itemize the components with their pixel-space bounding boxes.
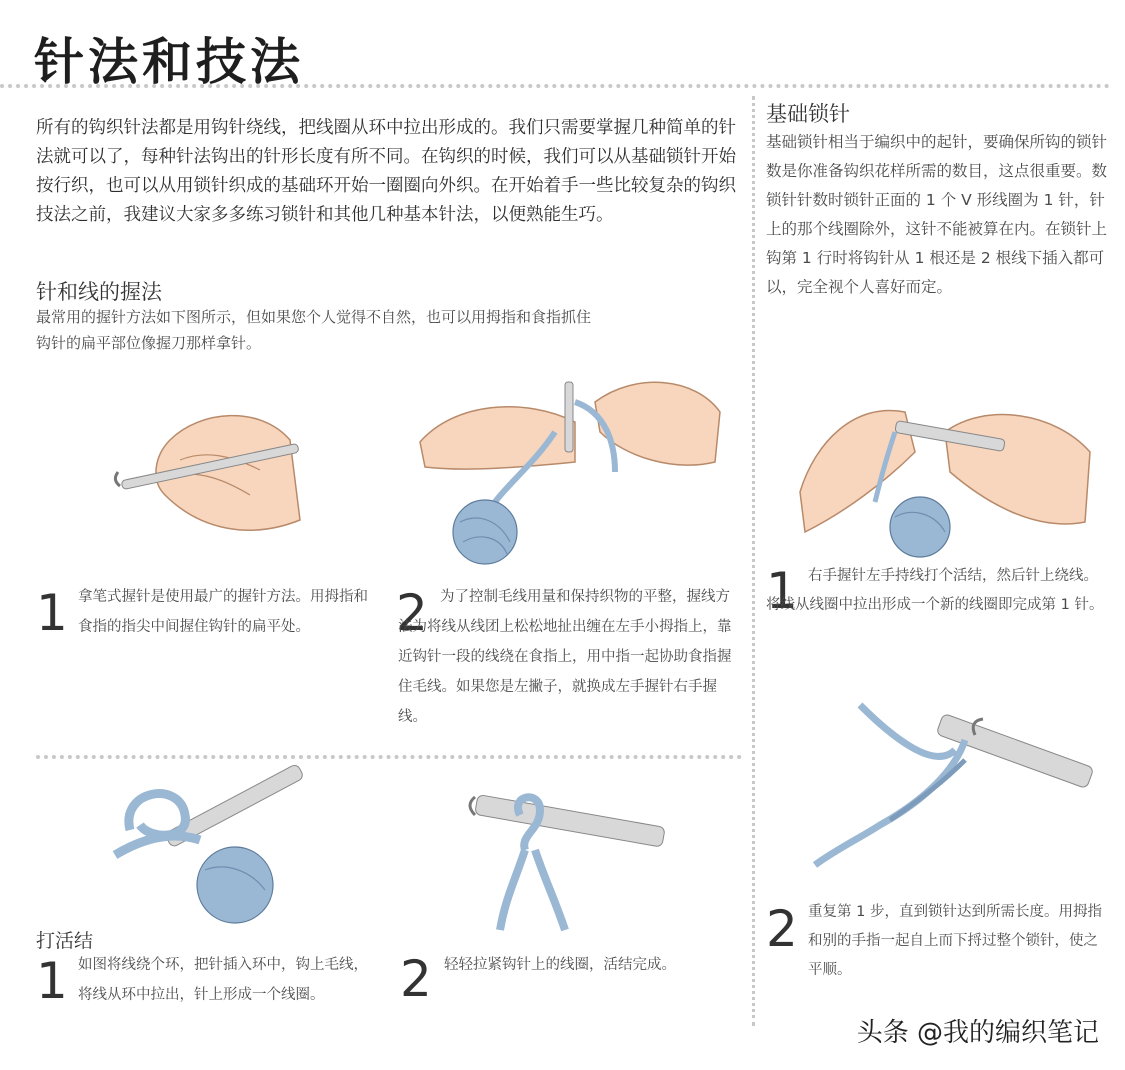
holding-step-1-text: 拿笔式握针是使用最广的握针方法。用拇指和食指的指尖中间握住钩针的扁平处。: [78, 589, 368, 635]
slipknot-step2-illustration: [465, 770, 665, 935]
chain-step2-illustration: [805, 700, 1095, 870]
slipknot-heading: 打活结: [36, 930, 94, 952]
section-divider: [36, 755, 742, 759]
yarn-hold-illustration: [415, 372, 725, 572]
pencil-grip-illustration: [110, 400, 310, 550]
title-divider: [0, 84, 1110, 88]
intro-paragraph: 所有的钩织针法都是用钩针绕线，把线圈从环中拉出形成的。我们只需要掌握几种简单的针法就可以了，每种针法钩出的针形长度有所不同。在钩织的时候，我们可以从基础锁针开始按行织，也可以从用锁针织成的基础环开始一圈圈向外织。在开始着手一些比较复杂的钩织技法之前，我建议大家多多练习锁针和其他几种基本针法，以便熟能生巧。: [36, 118, 736, 225]
chain-step-2-text: 重复第 1 步，直到锁针达到所需长度。用拇指和别的手指一起自上而下捋过整个锁针，使之平顺。: [808, 904, 1102, 978]
chain-step-2-number: 2: [766, 900, 798, 958]
holding-step-2-number: 2: [396, 584, 428, 642]
slipknot-step-1-text: 如图将线绕个环，把针插入环中，钩上毛线，将线从环中拉出，针上形成一个线圈。: [78, 957, 368, 1003]
chain-step-1-number: 1: [766, 562, 798, 620]
holding-step-2-text: 为了控制毛线用量和保持织物的平整，握线方法为将线从线团上松松地扯出缠在左手小拇指上，靠近钩针一段的线绕在食指上，用中指一起协助食指握住毛线。如果您是左撇子，就换成左手握针右手握线。: [398, 589, 732, 725]
column-divider: [752, 96, 755, 1026]
slipknot-step-2-text: 轻轻拉紧钩针上的线圈，活结完成。: [444, 957, 676, 973]
slipknot-step-2-number: 2: [400, 950, 432, 1008]
page-title: 针法和技法: [34, 32, 304, 91]
holding-step-1-number: 1: [36, 584, 68, 642]
chain-step1-illustration: [795, 392, 1095, 562]
watermark: 头条 @我的编织笔记: [856, 1018, 1099, 1048]
chain-heading: 基础锁针: [766, 102, 850, 126]
chain-note: 基础锁针相当于编织中的起针，要确保所钩的锁针数是你准备钩织花样所需的数目，这点很重要。数锁针针数时锁针正面的 1 个 V 形线圈为 1 针，针上的那个线圈除外，这针不能被算在内。在锁针上钩第 1 行时将钩针从 1 根还是 2 根线下插入都可以，完全视个人喜好而定。: [766, 133, 1108, 296]
slipknot-step-1-number: 1: [36, 952, 68, 1010]
slipknot-step1-illustration: [100, 770, 300, 930]
chain-step-1-text: 右手握针左手持线打个活结，然后针上绕线。将线从线圈中拉出形成一个新的线圈即完成第 1 针。: [766, 568, 1104, 613]
holding-heading: 针和线的握法: [36, 280, 162, 304]
holding-note: 最常用的握针方法如下图所示，但如果您个人觉得不自然，也可以用拇指和食指抓住钩针的扁平部位像握刀那样拿针。: [36, 308, 592, 352]
